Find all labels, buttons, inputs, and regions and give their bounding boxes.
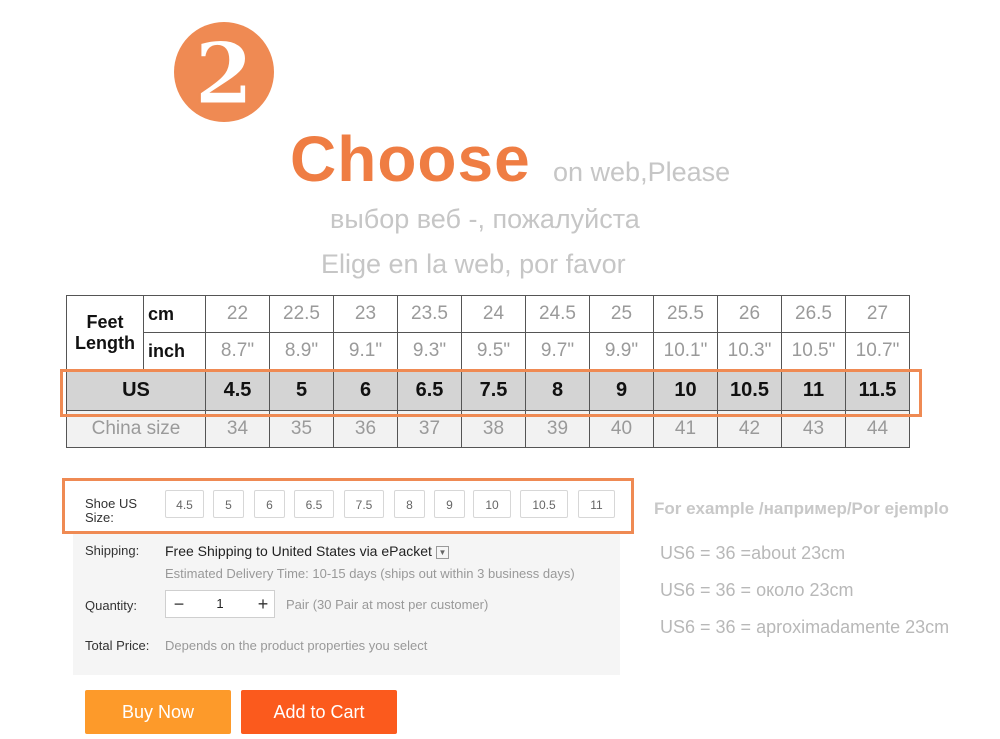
- us-cell: 4.5: [206, 370, 270, 411]
- china-cell: 34: [206, 411, 270, 448]
- china-cell: 37: [398, 411, 462, 448]
- cm-cell: 24: [462, 296, 526, 333]
- inch-cell: 10.3": [718, 333, 782, 370]
- size-option[interactable]: 11: [578, 490, 615, 518]
- shipping-destination[interactable]: United States via ePacket: [271, 543, 432, 559]
- china-cell: 41: [654, 411, 718, 448]
- cm-cell: 25.5: [654, 296, 718, 333]
- inch-cell: 9.3": [398, 333, 462, 370]
- inch-cell: 10.7": [846, 333, 910, 370]
- inch-cell: 9.1": [334, 333, 398, 370]
- cm-cell: 26: [718, 296, 782, 333]
- china-cell: 42: [718, 411, 782, 448]
- inch-cell: 8.9": [270, 333, 334, 370]
- step-number: 2: [194, 24, 254, 123]
- quantity-label: Quantity:: [85, 598, 138, 613]
- cm-cell: 22.5: [270, 296, 334, 333]
- us-cell: 5: [270, 370, 334, 411]
- inch-row: [67, 333, 910, 370]
- china-cell: 39: [526, 411, 590, 448]
- us-cell: 6.5: [398, 370, 462, 411]
- shipping-value[interactable]: [165, 543, 449, 559]
- size-option[interactable]: 6: [254, 490, 285, 518]
- us-row-highlight: [60, 369, 922, 417]
- us-cell: 9: [590, 370, 654, 411]
- quantity-note: Pair (30 Pair at most per customer): [286, 597, 489, 612]
- us-cell: 8: [526, 370, 590, 411]
- us-cell: 10.5: [718, 370, 782, 411]
- us-cell: 11: [782, 370, 846, 411]
- size-option[interactable]: 4.5: [165, 490, 204, 518]
- feet-length-label: Feet Length: [67, 296, 144, 370]
- total-price-value: Depends on the product properties you select: [165, 638, 428, 653]
- us-cell: 6: [334, 370, 398, 411]
- cm-label: cm: [144, 296, 206, 333]
- shipping-prefix: Free Shipping to: [165, 543, 268, 559]
- china-cell: 43: [782, 411, 846, 448]
- size-option[interactable]: 10.5: [520, 490, 568, 518]
- quantity-input[interactable]: 1: [216, 596, 224, 611]
- chevron-down-icon[interactable]: ▼: [436, 546, 449, 559]
- us-cell: 10: [654, 370, 718, 411]
- cm-row: [67, 296, 910, 333]
- estimated-delivery: Estimated Delivery Time: 10-15 days (ships out within 3 business days): [165, 566, 575, 581]
- size-option[interactable]: 7.5: [344, 490, 384, 518]
- example-line: US6 = 36 = aproximadamente 23cm: [660, 617, 950, 637]
- china-cell: 40: [590, 411, 654, 448]
- us-cell: 7.5: [462, 370, 526, 411]
- size-option[interactable]: 9: [434, 490, 465, 518]
- shipping-label: Shipping:: [85, 543, 140, 558]
- cm-cell: 23.5: [398, 296, 462, 333]
- china-cell: 44: [846, 411, 910, 448]
- inch-cell: 10.1": [654, 333, 718, 370]
- cm-cell: 23: [334, 296, 398, 333]
- page-title: Choose: [290, 123, 531, 195]
- shoe-size-label: Shoe US Size:: [85, 496, 138, 525]
- total-price-label: Total Price:: [85, 638, 150, 653]
- size-option[interactable]: 6.5: [294, 490, 334, 518]
- example-line: US6 = 36 =about 23cm: [660, 543, 846, 563]
- cm-cell: 22: [206, 296, 270, 333]
- china-cell: 36: [334, 411, 398, 448]
- inch-cell: 9.9": [590, 333, 654, 370]
- size-option[interactable]: 8: [394, 490, 425, 518]
- quantity-decrease-button[interactable]: −: [173, 594, 185, 614]
- subtitle-en: on web,Please: [553, 157, 731, 187]
- size-option[interactable]: 10: [473, 490, 511, 518]
- subtitle-es: Elige en la web, por favor: [321, 249, 626, 279]
- us-label: US: [67, 370, 206, 411]
- cm-cell: 24.5: [526, 296, 590, 333]
- add-to-cart-button[interactable]: Add to Cart: [241, 690, 397, 734]
- size-option[interactable]: 5: [213, 490, 244, 518]
- china-cell: 38: [462, 411, 526, 448]
- buy-now-button[interactable]: Buy Now: [85, 690, 231, 734]
- cm-cell: 26.5: [782, 296, 846, 333]
- china-size-label: China size: [67, 411, 206, 448]
- example-title: For example /например/Por ejemplo: [654, 499, 949, 518]
- example-line: US6 = 36 = около 23cm: [660, 580, 854, 600]
- us-cell: 11.5: [846, 370, 910, 411]
- cm-cell: 27: [846, 296, 910, 333]
- inch-cell: 8.7": [206, 333, 270, 370]
- quantity-increase-button[interactable]: +: [257, 594, 269, 614]
- china-cell: 35: [270, 411, 334, 448]
- inch-cell: 9.7": [526, 333, 590, 370]
- subtitle-ru: выбор веб -, пожалуйста: [330, 204, 640, 234]
- inch-cell: 10.5": [782, 333, 846, 370]
- inch-label: inch: [144, 333, 206, 370]
- inch-cell: 9.5": [462, 333, 526, 370]
- cm-cell: 25: [590, 296, 654, 333]
